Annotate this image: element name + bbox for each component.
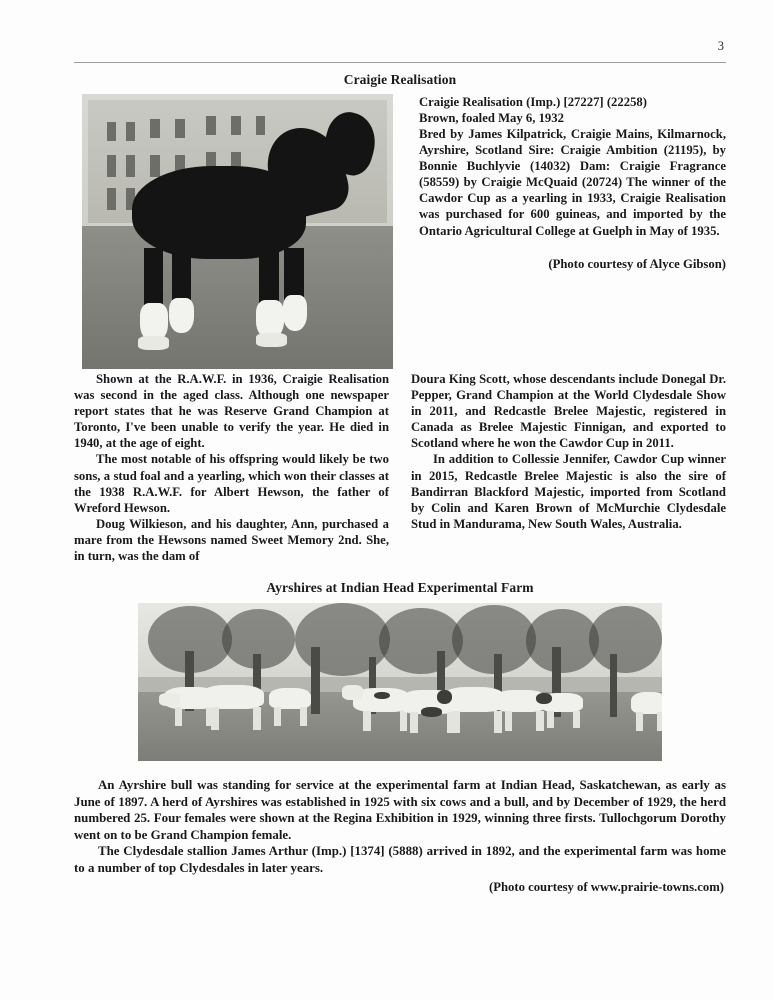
paragraph: Doug Wilkieson, and his daughter, Ann, purchased a mare from the Hewsons named Sweet Memory 2nd. She, in turn, was the dam of (74, 516, 389, 564)
section-title-ayrshires: Ayrshires at Indian Head Experimental Farm (266, 580, 534, 596)
paragraph: The Clydesdale stallion James Arthur (Imp.) [1374] (5888) arrived in 1892, and the experimental farm was home to a number of top Clydesdales in later years. (74, 844, 726, 876)
paragraph: Doura King Scott, whose descendants include Donegal Dr. Pepper, Grand Champion at the World Clydesdale Show in 2011, and Redcastle Brelee Majestic, registered in Canada as Brelee Majestic Finnigan, and exported to Scotland where he won the Cawdor Cup in 2011. (411, 372, 726, 451)
cows-photograph (138, 603, 662, 761)
fact-line: Dam: Craigie Fragrance (58559) by Craigie McQuaid (20724) (419, 159, 726, 190)
cows-photo-wrap (74, 603, 726, 766)
fact-line: Bred by James Kilpatrick, Craigie Mains, Kilmarnock, Ayrshire, Scotland (419, 127, 726, 158)
top-block (74, 94, 726, 272)
paragraph: Shown at the R.A.W.F. in 1936, Craigie Realisation was second in the aged class. Although one newspaper report states that he was Reserve Grand Champion at Toronto, I've been unable to verify the year. He died in 1940, at the age of eight. (74, 372, 389, 451)
page-header (74, 0, 726, 62)
paragraph: In addition to Collessie Jennifer, Cawdor Cup winner in 2015, Redcastle Brelee Majestic is also the sire of Bandirran Blackford Majestic, imported from Scotland by Colin and Karen Brown of McMurchie Clydesdale Stud in Mandurama, New South Wales, Australia. (411, 452, 726, 531)
two-column-body (74, 371, 726, 564)
page-content (74, 0, 726, 895)
page-title: Craigie Realisation (343, 72, 457, 87)
paragraph: The most notable of his offspring would likely be two sons, a stud foal and a yearling, which won their classes at the 1938 R.A.W.F. for Albert Hewson, the father of Wreford Hewson. (74, 452, 389, 515)
cows-photo-credit: (Photo courtesy of www.prairie-towns.com) (488, 879, 724, 894)
header-rule (74, 62, 726, 63)
fact-line: Sire: Craigie Ambition (21195), by Bonnie Buchlyvie (14032) (419, 143, 726, 174)
fact-line: Craigie Realisation (Imp.) [27227] (22258) (419, 95, 647, 109)
pedigree-facts (419, 94, 726, 239)
bottom-text (74, 777, 726, 895)
page-number: 3 (717, 39, 724, 53)
right-column (411, 371, 726, 564)
horse-photograph (82, 94, 393, 369)
fact-line: The winner of the Cawdor Cup as a yearling in 1933, Craigie Realisation was purchased for 600 guineas, and imported by the Ontario Agricultural College at Guelph in May of 1935. (419, 175, 727, 238)
paragraph: An Ayrshire bull was standing for service at the experimental farm at Indian Head, Saskatchewan, as early as June of 1897. A herd of Ayrshires was established in 1925 with six cows and a bull, and by December of 1929, the herd numbered 25. Four females were shown at the Regina Exhibition in 1929, winning three firsts. Tullochgorum Dorothy went on to be Grand Champion female. (74, 778, 726, 842)
left-column (74, 371, 389, 564)
fact-line: Brown, foaled May 6, 1932 (419, 111, 564, 126)
horse-photo-credit: (Photo courtesy of Alyce Gibson) (548, 256, 726, 271)
